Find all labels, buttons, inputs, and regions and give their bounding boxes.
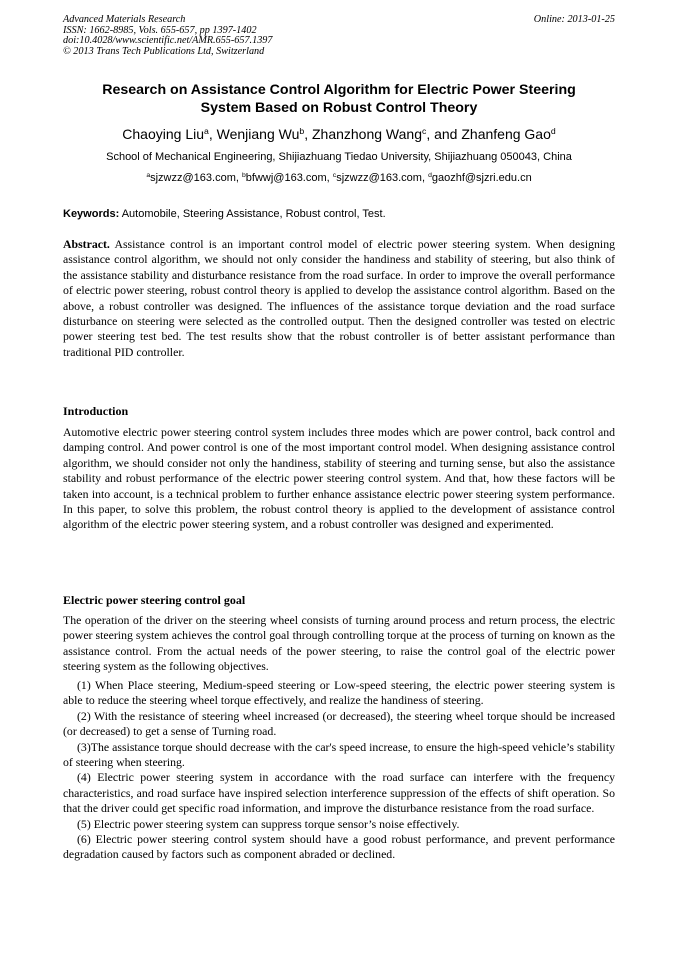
objectives-list <box>63 678 615 863</box>
email-list <box>40 171 638 185</box>
list-item: (4) Electric power steering system in accordance with the road surface can interfere with the frequency characteristics, and road surface have inspired selection interference suppression of the effects of shift operation. So that the driver could get specific road information, and improve the disturbance resistance from the road surface. <box>63 770 615 816</box>
author-separator: , and <box>426 126 462 142</box>
list-item: (5) Electric power steering system can suppress torque sensor’s noise effectively. <box>77 816 460 831</box>
section-heading-introduction: Introduction <box>63 404 129 418</box>
affiliation: School of Mechanical Engineering, Shijiazhuang Tiedao University, Shijiazhuang 050043, China <box>106 151 572 163</box>
control-goal-paragraph: The operation of the driver on the steering wheel consists of turning around process and return process, the electric power steering system achieves the control goal through controlling torque at the process of turning on known as the assistance control. From the actual needs of the power steering, to raise the control goal of the electric power steering system as the following objectives. <box>63 613 615 674</box>
author-separator: , <box>304 126 312 142</box>
title-line-1: Research on Assistance Control Algorithm for Electric Power Steering <box>102 82 576 98</box>
author-affil-mark: a <box>204 126 209 137</box>
author-list <box>40 125 638 143</box>
list-item: (3)The assistance torque should decrease with the car's speed increase, to ensure the high-speed vehicle’s stability of steering when steering. <box>63 739 615 770</box>
author-separator: , <box>208 126 217 142</box>
email-address: bfwwj@163.com <box>245 172 327 184</box>
abstract <box>63 237 615 360</box>
journal-name: Advanced Materials Research <box>63 14 186 25</box>
author-name: Zhanfeng Gao <box>461 126 551 142</box>
keywords <box>63 207 615 221</box>
keywords-label: Keywords: <box>63 208 120 220</box>
list-item: (6) Electric power steering control system should have a good robust performance, and prevent performance degradation caused by factors such as component abraded or declined. <box>63 832 615 862</box>
list-item: (1) When Place steering, Medium-speed steering or Low-speed steering, the electric power steering system is able to reduce the steering wheel torque effectively, and realize the handiness of steering. <box>63 678 615 708</box>
author-name: Wenjiang Wu <box>216 126 300 142</box>
email-mark: a <box>146 172 151 180</box>
title-line-2: System Based on Robust Control Theory <box>200 100 478 116</box>
author-affil-mark: c <box>421 126 427 137</box>
author-affil-mark: d <box>550 126 556 137</box>
email-mark: b <box>241 172 246 180</box>
email-mark: d <box>428 172 432 180</box>
list-item: (2) With the resistance of steering wheel increased (or decreased), the steering wheel torque should be increased (or decreased) to get a sense of Turning road. <box>63 708 615 739</box>
email-address: sjzwzz@163.com <box>150 172 236 184</box>
paper-title <box>52 81 626 117</box>
email-separator: , <box>235 172 242 184</box>
abstract-label: Abstract. <box>63 237 110 251</box>
section-heading-control-goal: Electric power steering control goal <box>63 593 246 607</box>
introduction-paragraph: Automotive electric power steering control system includes three modes which are power control, back control and damping control. And power control is one of the most important control model. When designing assistance control algorithm, we should consider not only the handiness, stability of steering and turning sense, but also the assistance stability and robust performance of the electric power steering control system. And that, how these factors will be taken into account, is a technical problem to further enhance assistance electric power steering system performance. In this paper, to solve this problem, the robust control theory is applied to the development of assistance control algorithm of the electric power steering system, and a robust controller was designed and experimented. <box>63 425 615 532</box>
email-address: sjzwzz@163.com <box>336 172 422 184</box>
email-address: gaozhf@sjzri.edu.cn <box>431 172 532 184</box>
email-separator: , <box>421 172 429 184</box>
copyright-line: © 2013 Trans Tech Publications Ltd, Switzerland <box>63 45 265 57</box>
doi-line: doi:10.4028/www.scientific.net/AMR.655-657.1397 <box>63 35 273 47</box>
author-affil-mark: b <box>299 126 305 137</box>
author-name: Chaoying Liu <box>122 126 205 142</box>
journal-header <box>63 15 615 57</box>
issn-line: ISSN: 1662-8985, Vols. 655-657, pp 1397-1402 <box>63 24 257 36</box>
online-date: Online: 2013-01-25 <box>533 14 615 25</box>
email-mark: c <box>332 172 337 180</box>
author-name: Zhanzhong Wang <box>311 126 422 142</box>
email-separator: , <box>326 172 333 184</box>
abstract-text: Assistance control is an important control model of electric power steering system. When designing assistance control algorithm, we should not only consider the handiness and stability of steering, but also think of the assistance stability and disturbance resistance from the road surface. In order to improve the overall performance of electric power steering, robust control theory is applied to develop the assistance control algorithm. Based on the above, a robust controller was designed. The influences of the assistance torque deviation and the road surface disturbance on steering were selected as the controlled output. Then the designed controller was tested on electric power steering test bed. The test results show that the robust controller is of better assistant performance than traditional PID controller. <box>63 237 615 359</box>
keywords-text: Automobile, Steering Assistance, Robust control, Test. <box>119 208 386 220</box>
